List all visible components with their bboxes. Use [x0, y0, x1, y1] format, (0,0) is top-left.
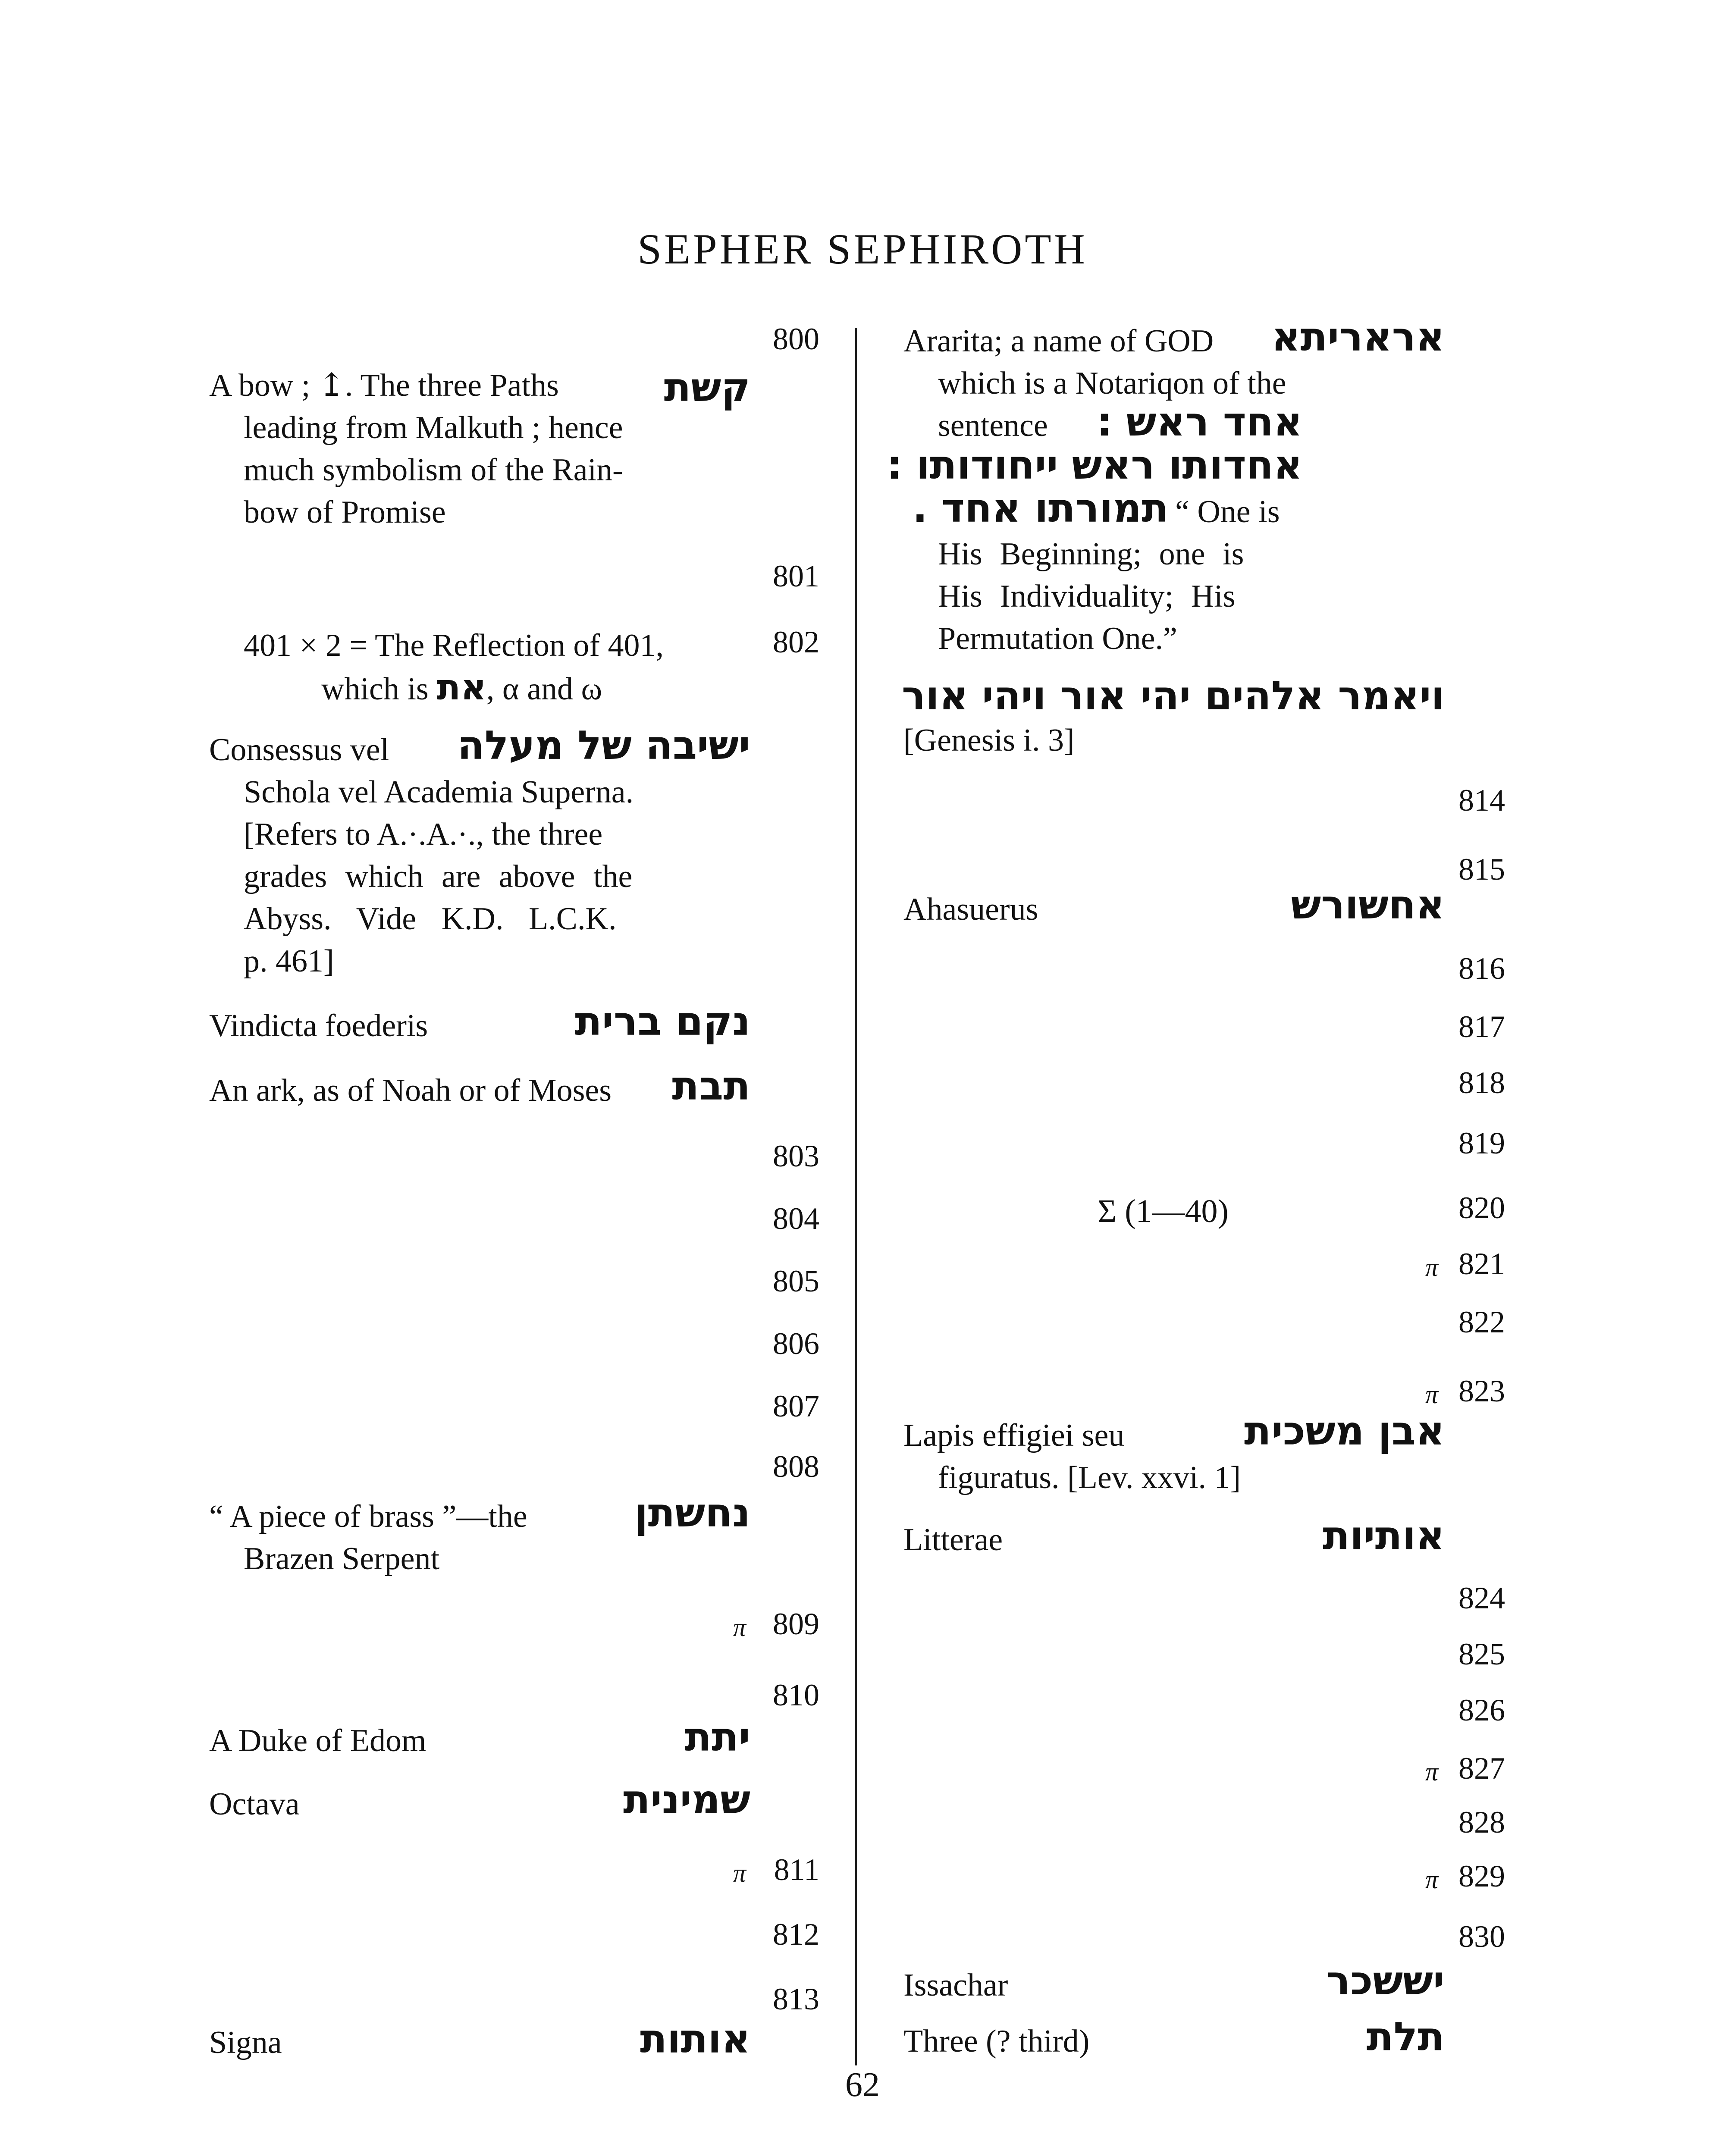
number-808: 808 — [773, 1449, 819, 1484]
hebrew-word: אותיות — [1323, 1513, 1445, 1559]
number-801: 801 — [773, 559, 819, 593]
number-819: 819 — [1458, 1126, 1505, 1160]
hebrew-word: אחד ראש : — [1096, 399, 1302, 445]
entry-text: [Refers to A.·.A.·., the three — [244, 817, 603, 852]
number-825: 825 — [1458, 1637, 1505, 1671]
pi-symbol: π — [1425, 1253, 1439, 1282]
entry-text: leading from Malkuth ; hence — [244, 410, 623, 445]
hebrew-word: תלת — [1366, 2014, 1445, 2060]
entry-text: Ahasuerus — [903, 892, 1038, 927]
entry-text: His Individuality; His — [938, 579, 1236, 614]
number-807: 807 — [773, 1389, 819, 1423]
hebrew-word: אותות — [640, 2016, 750, 2062]
number-828: 828 — [1458, 1805, 1505, 1839]
entry-text — [321, 667, 602, 710]
number-809: 809 — [773, 1607, 819, 1641]
entry-text: A bow ; ↥. The three Paths — [209, 368, 559, 403]
entry-text: Abyss. Vide K.D. L.C.K. — [244, 901, 617, 937]
entry-text: which is — [321, 671, 429, 707]
entry-text: Lapis effigiei seu — [903, 1418, 1125, 1453]
entry-text: Signa — [209, 2025, 282, 2060]
number-829: 829 — [1458, 1859, 1505, 1893]
entry-text: bow of Promise — [244, 495, 446, 530]
number-822: 822 — [1458, 1305, 1505, 1339]
entry-text: Brazen Serpent — [244, 1541, 440, 1576]
number-823: 823 — [1458, 1374, 1505, 1408]
pi-symbol: π — [1425, 1380, 1439, 1409]
hebrew-word: אראריתא — [1271, 314, 1445, 360]
entry-text: “ One is — [1175, 494, 1280, 530]
entry-text: An ark, as of Noah or of Moses — [209, 1073, 612, 1108]
entry-text: figuratus. [Lev. xxvi. 1] — [938, 1460, 1241, 1495]
entry-text: Octava — [209, 1786, 300, 1822]
pi-symbol: π — [1425, 1865, 1439, 1894]
pi-symbol: π — [1425, 1758, 1439, 1786]
number-827: 827 — [1458, 1751, 1505, 1786]
sigma-sum: Σ (1—40) — [1098, 1193, 1229, 1229]
number-811: 811 — [774, 1852, 819, 1887]
entry-text: His Beginning; one is — [938, 536, 1244, 572]
entry-text: p. 461] — [244, 943, 334, 979]
entry-text: [Genesis i. 3] — [903, 723, 1075, 758]
number-805: 805 — [773, 1264, 819, 1298]
number-826: 826 — [1458, 1693, 1505, 1727]
number-803: 803 — [773, 1139, 819, 1173]
entry-text: which is a Notariqon of the — [938, 366, 1286, 401]
entry-text: Permutation One.” — [938, 621, 1177, 656]
hebrew-word: נחשתן — [634, 1490, 750, 1536]
entry-text: Litterae — [903, 1522, 1003, 1557]
entry-text: grades which are above the — [244, 859, 633, 894]
hebrew-word: אחשורש — [1291, 882, 1445, 928]
hebrew-word: אחדותו ראש ייחודותו : — [886, 442, 1302, 488]
page-title: SEPHER SEPHIROTH — [637, 225, 1088, 273]
number-813: 813 — [773, 1982, 819, 2016]
page-number: 62 — [845, 2066, 880, 2104]
entry-text: Consessus vel — [209, 732, 389, 768]
hebrew-word: שמינית — [623, 1777, 750, 1823]
hebrew-word: קשת — [664, 364, 750, 411]
hebrew-phrase: ויאמר אלהים יהי אור ויהי אור — [902, 673, 1445, 719]
hebrew-word: תמורתו אחד . — [912, 485, 1169, 531]
entry-text: “ A piece of brass ”—the — [209, 1499, 527, 1534]
number-820: 820 — [1458, 1191, 1505, 1225]
number-816: 816 — [1458, 951, 1505, 986]
entry-text: Ararita; a name of GOD — [903, 323, 1214, 359]
entry-text: much symbolism of the Rain- — [244, 452, 623, 488]
hebrew-word: אבן משכית — [1244, 1408, 1445, 1454]
pi-symbol: π — [733, 1859, 746, 1887]
hebrew-word: את — [436, 667, 486, 708]
number-815: 815 — [1458, 852, 1505, 887]
number-812: 812 — [773, 1917, 819, 1952]
hebrew-word: יתת — [684, 1714, 750, 1760]
number-806: 806 — [773, 1326, 819, 1361]
number-802: 802 — [773, 625, 819, 659]
entry-text: Vindicta foederis — [209, 1008, 428, 1044]
number-817: 817 — [1458, 1009, 1505, 1044]
entry-text: Issachar — [903, 1968, 1008, 2003]
entry-text: Three (? third) — [903, 2024, 1090, 2059]
hebrew-word: תבת — [672, 1063, 750, 1109]
number-830: 830 — [1458, 1919, 1505, 1954]
number-814: 814 — [1458, 783, 1505, 818]
number-800: 800 — [773, 322, 819, 356]
hebrew-word: יששכר — [1326, 1958, 1445, 2004]
number-824: 824 — [1458, 1581, 1505, 1615]
entry-text: sentence — [938, 408, 1048, 443]
entry-text: 401 × 2 = The Reflection of 401, — [244, 628, 664, 663]
hebrew-word: ישיבה של מעלה — [457, 722, 750, 768]
entry-text: Schola vel Academia Superna. — [244, 774, 634, 810]
number-821: 821 — [1458, 1247, 1505, 1281]
column-divider — [855, 328, 857, 2065]
entry-text: , α and ω — [486, 671, 602, 707]
number-818: 818 — [1458, 1065, 1505, 1100]
number-804: 804 — [773, 1201, 819, 1236]
hebrew-word: נקם ברית — [575, 998, 750, 1044]
number-810: 810 — [773, 1678, 819, 1712]
pi-symbol: π — [733, 1613, 746, 1642]
entry-text: A Duke of Edom — [209, 1723, 427, 1758]
